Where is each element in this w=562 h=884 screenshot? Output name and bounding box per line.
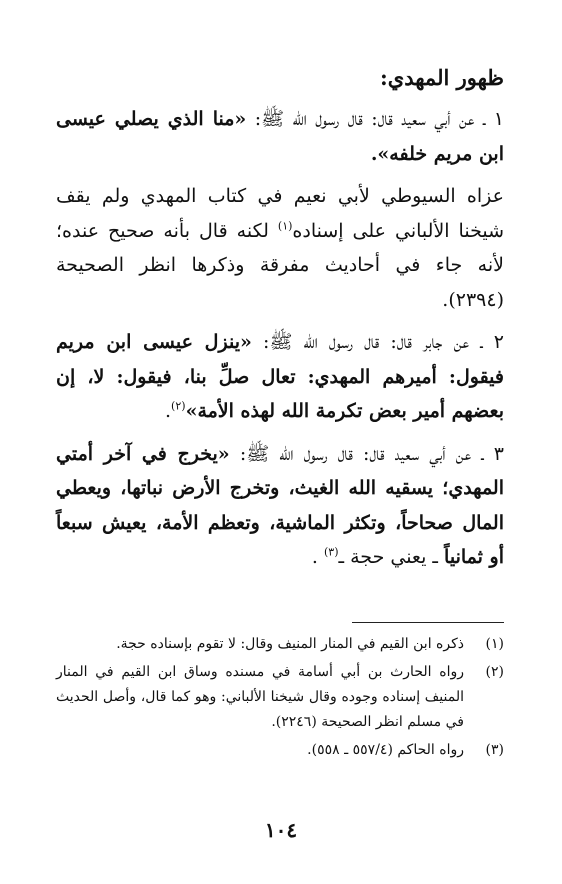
footnote-ref-2: (٢) [171, 399, 186, 413]
hadith-3-end: . [311, 546, 318, 568]
footnote-ref-3: (٣) [324, 545, 339, 559]
hadith-1-text: «منا الذي يصلي عيسى ابن مريم خلفه». [56, 108, 504, 165]
footnote-number: (٢) [485, 664, 504, 680]
main-text [56, 58, 504, 575]
commentary-text-a: عزاه السيوطي لأبي نعيم في كتاب المهدي ولم يقف شيخنا الألباني على إسناده [56, 185, 504, 242]
footnote-ref-1: (١) [277, 219, 293, 233]
hadith-3-intro: ٣ ـ عن أبي سعيد قال: قال رسول الله ﷺ: [239, 442, 504, 465]
footnote-text: ذكره ابن القيم في المنار المنيف وقال: لا تقوم بإسناده حجة. [116, 636, 464, 652]
hadith-2-intro: ٢ ـ عن جابر قال: قال رسول الله ﷺ: [263, 331, 504, 353]
footnote-text: رواه الحاكم (٥٥٧/٤ ـ ٥٥٨). [307, 742, 464, 758]
hadith-3-text: «يخرج في آخر أمتي المهدي؛ يسقيه الله الغيث، وتخرج الأرض نباتها، ويعطي المال صحاحاً، وتكثر الماشية، وتعظم الأمة، يعيش سبعاً أو ثمانياً [56, 442, 504, 568]
commentary-paragraph [56, 179, 504, 317]
footnote-2 [56, 660, 504, 735]
hadith-1-intro: ١ ـ عن أبي سعيد قال: قال رسول الله ﷺ: [254, 108, 504, 130]
footnote-1 [56, 632, 504, 657]
hadith-2-text: «ينزل عيسى ابن مريم فيقول: أميرهم المهدي: تعال صلِّ بنا، فيقول: لا، إن بعضهم أمير بعض تكرمة الله لهذه الأمة» [56, 331, 504, 422]
hadith-2-end: . [165, 400, 172, 422]
footnotes [56, 632, 504, 766]
page-number: ١٠٤ [264, 818, 298, 842]
hadith-2 [56, 325, 504, 429]
hadith-1 [56, 102, 504, 171]
footnote-number: (١) [485, 636, 504, 652]
footnote-3 [56, 738, 504, 763]
hadith-3-tail: ـ يعني حجة ـ [338, 546, 438, 568]
hadith-3 [56, 437, 504, 575]
section-heading: ظهور المهدي: [380, 65, 504, 90]
commentary-text-b: لكنه قال بأنه صحيح عنده؛ لأنه جاء في أحاديث مفرقة وذكرها انظر الصحيحة (٢٣٩٤). [56, 219, 504, 311]
footnote-number: (٣) [485, 742, 504, 758]
footnote-text: رواه الحارث بن أبي أسامة في مسنده وساق ابن القيم في المنار المنيف إسناده وجوده وقال شيخنا الألباني: وهو كما قال، وأصل الحديث في مسلم انظر الصحيحة (٢٢٤٦). [56, 664, 464, 730]
footnote-divider [352, 622, 504, 623]
